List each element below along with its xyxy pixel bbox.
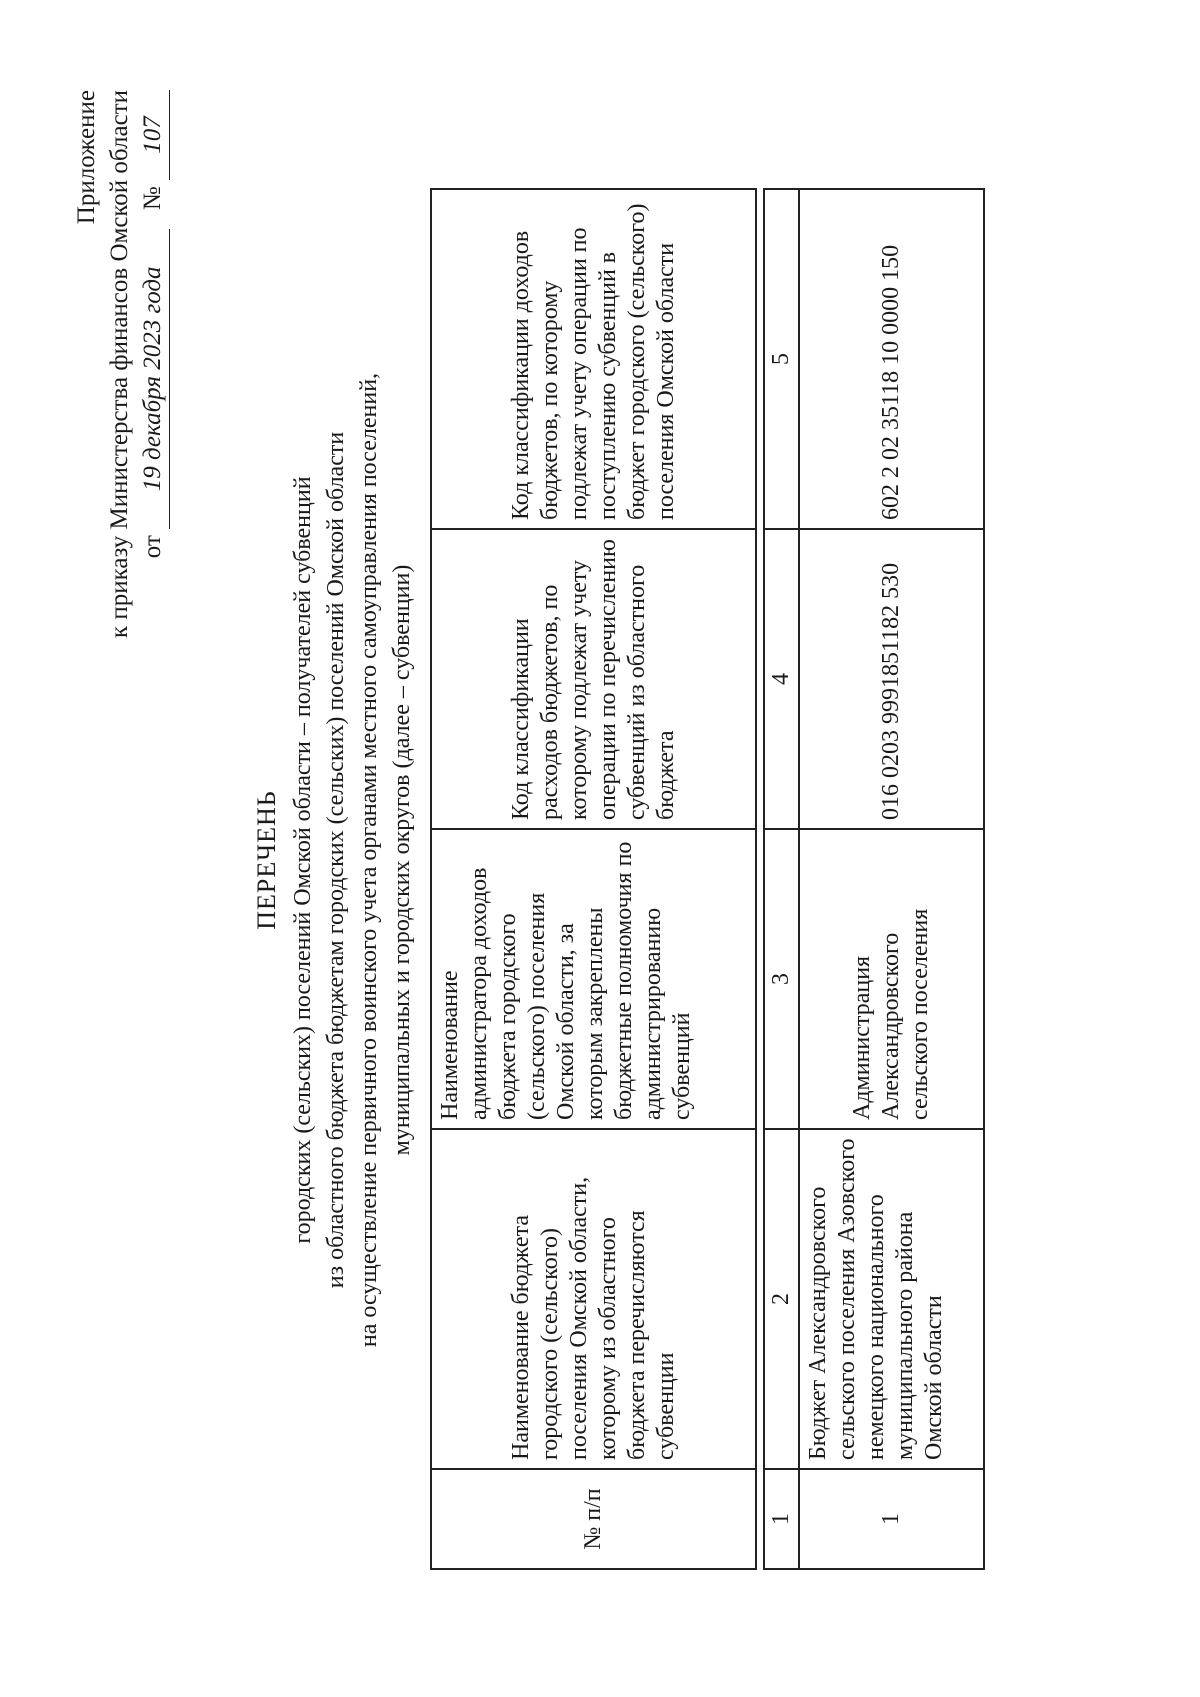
date-prefix: от bbox=[139, 535, 166, 559]
row-budget: Бюджет Александровского сельского поселения Азовского немецкого национального муниципального района Омской области bbox=[799, 1129, 984, 1469]
heading-line-1: городских (сельских) поселений Омской области – получателей субвенций bbox=[290, 476, 316, 1244]
column-number-2: 2 bbox=[764, 1129, 799, 1469]
column-number-1: 1 bbox=[764, 1469, 799, 1569]
appendix-title: Приложение bbox=[73, 90, 100, 225]
header-expense-code: Код классификации расходов бюджетов, по которому подлежат учету операции по перечислению субвенций из областного бюджета bbox=[431, 529, 756, 829]
header-budget: Наименование бюджета городского (сельского) поселения Омской области, которому из областного бюджета перечисляются субвенции bbox=[431, 1129, 756, 1469]
recipients-table bbox=[430, 188, 985, 1570]
row-num: 1 bbox=[799, 1469, 984, 1569]
appendix-order-line: к приказу Министерства финансов Омской области bbox=[106, 90, 133, 639]
header-income-code: Код классификации доходов бюджетов, по которому подлежат учету операции по поступлению субвенций в бюджет городского (сельского) поселения Омской области bbox=[431, 189, 756, 529]
row-administrator: Администрация Александровского сельского поселения bbox=[799, 829, 984, 1129]
heading-line-4: муниципальных и городских округов (далее – субвенции) bbox=[389, 564, 415, 1156]
column-number-4: 4 bbox=[764, 529, 799, 829]
column-number-5: 5 bbox=[764, 189, 799, 529]
number-prefix: № bbox=[139, 186, 166, 211]
row-expense-code: 016 0203 9991851182 530 bbox=[799, 529, 984, 829]
rotated-content bbox=[40, 80, 1120, 1640]
header-num: № п/п bbox=[431, 1469, 756, 1569]
page-title: ПЕРЕЧЕНЬ bbox=[252, 790, 281, 930]
table-row bbox=[799, 189, 984, 1569]
table-gap bbox=[756, 189, 764, 1569]
table-header-row bbox=[431, 189, 756, 1569]
document-heading bbox=[250, 220, 419, 1500]
row-income-code: 602 2 02 35118 10 0000 150 bbox=[799, 189, 984, 529]
handwritten-number: 107 bbox=[136, 90, 170, 180]
appendix-block bbox=[70, 90, 170, 950]
heading-line-2: из областного бюджета бюджетам городских (сельских) поселений Омской области bbox=[323, 431, 349, 1289]
column-number-row bbox=[764, 189, 799, 1569]
column-number-3: 3 bbox=[764, 829, 799, 1129]
header-administrator: Наименование администратора доходов бюджета городского (сельского) поселения Омской области, за которым закреплены бюджетные полномочия по администрированию субвенций bbox=[431, 829, 756, 1129]
handwritten-date: 19 декабря 2023 года bbox=[136, 229, 170, 529]
appendix-date-line bbox=[136, 90, 170, 950]
heading-line-3: на осуществление первичного воинского учета органами местного самоуправления поселений, bbox=[356, 372, 382, 1348]
